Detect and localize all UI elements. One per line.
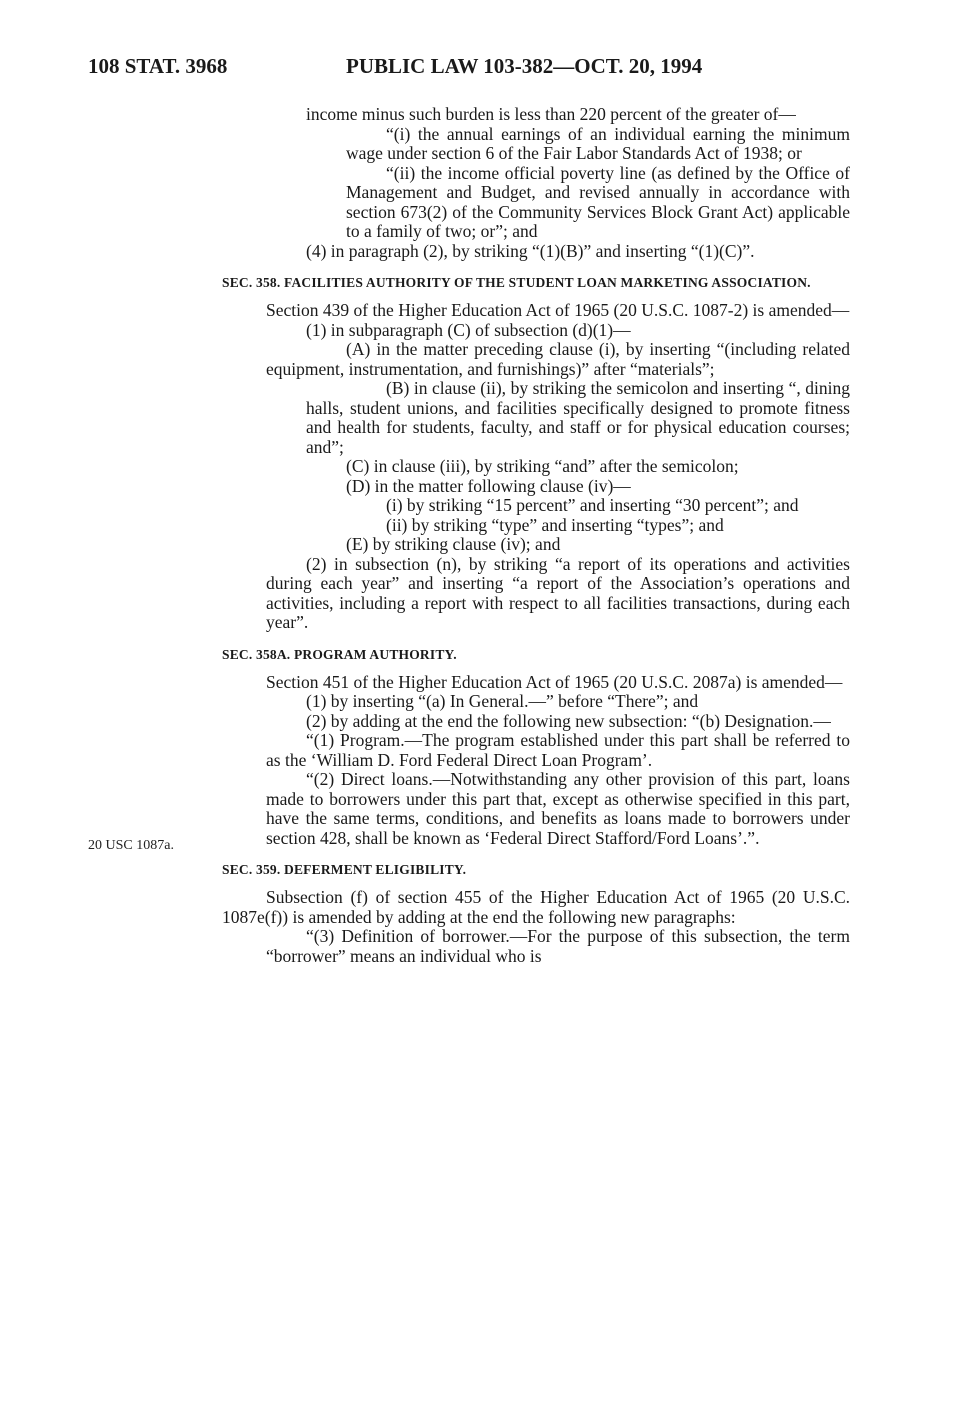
section-358-item-1E: (E) by striking clause (iv); and (346, 534, 561, 554)
section-358A-intro: Section 451 of the Higher Education Act of 1965 (20 U.S.C. 2087a) is amended— (266, 671, 843, 692)
section-358-heading: SEC. 358. FACILITIES AUTHORITY OF THE STUDENT LOAN MARKETING ASSOCIATION. (222, 275, 811, 290)
clause-i-minimum-wage: “(i) the annual earnings of an individual earning the minimum wage under section 6 of the Fair Labor Standards Act of 1938; or (346, 123, 850, 163)
document-body (222, 104, 850, 966)
margin-citation: 20 USC 1087a. (88, 838, 174, 853)
section-358A-item-2: (2) by adding at the end the following new subsection: “(b) Designation.— (306, 710, 831, 731)
clause-ii-poverty-line: “(ii) the income official poverty line (as defined by the Office of Management and Budget, and revised annually in accordance with section 673(2) of the Community Services Block Grant Act) applicable to a family of two; or”; and (346, 162, 850, 241)
section-359-heading: SEC. 359. DEFERMENT ELIGIBILITY. (222, 862, 467, 877)
section-358A-heading: SEC. 358A. PROGRAM AUTHORITY. (222, 646, 457, 662)
section-358-item-1D: (D) in the matter following clause (iv)— (346, 475, 631, 496)
page-header (88, 54, 848, 84)
section-359-intro: Subsection (f) of section 455 of the Higher Education Act of 1965 (20 U.S.C. 1087e(f)) is amended by adding at the end the following new paragraphs: (222, 887, 850, 927)
section-359-definition: “(3) Definition of borrower.—For the purpose of this subsection, the term “borrower” means an individual who is (266, 926, 850, 966)
section-358A-direct-loans: “(2) Direct loans.—Notwithstanding any other provision of this part, loans made to borrowers under this part that, except as otherwise specified in this part, have the same terms, conditions, and benefits as loans made to borrowers under section 428, shall be known as ‘Federal Direct Stafford/Ford Loans’.”. (266, 769, 850, 848)
statute-page-number: 108 STAT. 3968 (88, 54, 228, 78)
paragraph-4-striking: (4) in paragraph (2), by striking “(1)(B)” and inserting “(1)(C)”. (306, 240, 755, 261)
section-358-intro: Section 439 of the Higher Education Act of 1965 (20 U.S.C. 1087-2) is amended— (266, 300, 850, 320)
section-358-item-1A: (A) in the matter preceding clause (i), by inserting “(including related equipment, instrumentation, and furnishings)” after “materials”; (266, 339, 850, 379)
section-358-item-1Dii: (ii) by striking “type” and inserting “types”; and (386, 514, 724, 535)
section-358-item-1: (1) in subparagraph (C) of subsection (d)(1)— (306, 319, 631, 340)
public-law-title: PUBLIC LAW 103-382—OCT. 20, 1994 (346, 54, 703, 78)
section-358-item-2: (2) in subsection (n), by striking “a report of its operations and activities during each year” and inserting “a report of the Association’s operations and activities, including a report with respect to all facilities transactions, during each year”. (266, 553, 850, 632)
section-358A-item-1: (1) by inserting “(a) In General.—” before “There”; and (306, 691, 699, 711)
paragraph-income-minus: income minus such burden is less than 220 percent of the greater of— (306, 104, 796, 124)
section-358A-program: “(1) Program.—The program established under this part shall be referred to as the ‘William D. Ford Federal Direct Loan Program’. (266, 730, 850, 770)
section-358-item-1C: (C) in clause (iii), by striking “and” after the semicolon; (346, 456, 739, 476)
section-358-item-1B: (B) in clause (ii), by striking the semicolon and inserting “, dining halls, student unions, and facilities specifically designed to promote fitness and health for students, faculty, and staff or for physical education courses; and”; (306, 378, 850, 457)
section-358-item-1Di: (i) by striking “15 percent” and inserting “30 percent”; and (386, 495, 799, 515)
